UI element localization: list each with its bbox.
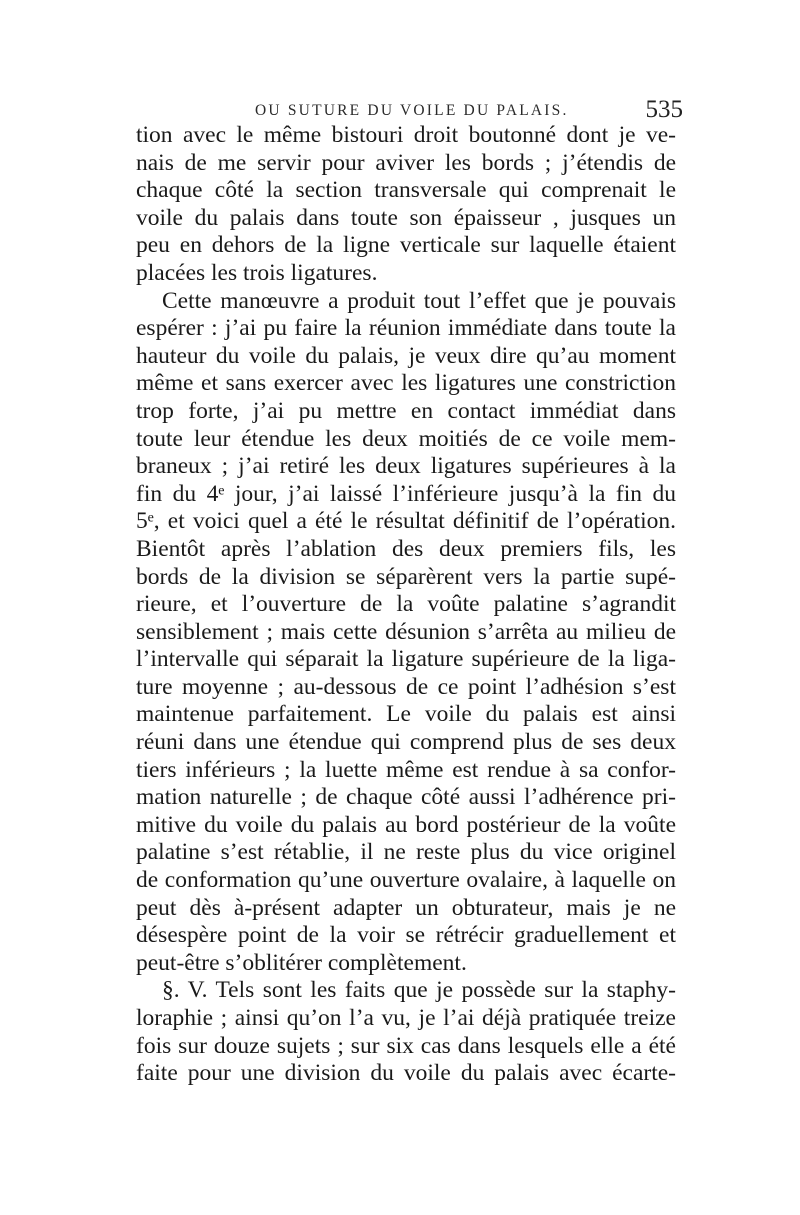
text-line: faite pour une division du voile du palais avec écarte-	[136, 1060, 676, 1087]
paragraph-end-line: placées les trois ligatures.	[136, 259, 378, 286]
body-text	[136, 122, 676, 1088]
text-line: espérer : j’ai pu faire la réunion immédiate dans toute la	[136, 315, 676, 342]
text-line: 5ᵉ, et voici quel a été le résultat définitif de l’opération.	[136, 508, 676, 535]
text-line: mitive du voile du palais au bord postérieur de la voûte	[136, 811, 676, 838]
text-line: l’intervalle qui séparait la ligature supérieure de la liga-	[136, 646, 676, 673]
text-line: loraphie ; ainsi qu’on l’a vu, je l’ai déjà pratiquée treize	[136, 1005, 676, 1031]
page-number: 535	[645, 96, 683, 123]
paragraph-start-line: Cette manœuvre a produit tout l’effet que je pouvais	[162, 287, 676, 314]
text-line: de conformation qu’une ouverture ovalaire, à laquelle on	[136, 867, 676, 894]
text-line: désespère point de la voir se rétrécir graduellement et	[136, 922, 676, 949]
text-line: voile du palais dans toute son épaisseur , jusques un	[136, 204, 676, 231]
text-line: maintenue parfaitement. Le voile du palais est ainsi	[136, 701, 676, 728]
text-line: peut dès à-présent adapter un obturateur, mais je ne	[136, 894, 676, 921]
text-line: chaque côté la section transversale qui comprenait le	[136, 177, 676, 204]
text-line: tion avec le même bistouri droit boutonné dont je ve-	[136, 122, 676, 148]
text-line: bords de la division se séparèrent vers la partie supé-	[136, 563, 676, 590]
text-line: peu en dehors de la ligne verticale sur laquelle étaient	[136, 232, 676, 259]
paragraph-start-line: §. V. Tels sont les faits que je possède sur la staphy-	[162, 977, 676, 1004]
text-line: trop forte, j’ai pu mettre en contact immédiat dans	[136, 397, 676, 424]
text-line: braneux ; j’ai retiré les deux ligatures supérieures à la	[136, 453, 676, 480]
text-line: toute leur étendue les deux moitiés de ce voile mem-	[136, 425, 676, 452]
text-line: rieure, et l’ouverture de la voûte palatine s’agrandit	[136, 591, 676, 618]
text-line: palatine s’est rétablie, il ne reste plus du vice originel	[136, 839, 676, 866]
text-line: fois sur douze sujets ; sur six cas dans lesquels elle a été	[136, 1032, 676, 1059]
text-line: ture moyenne ; au-dessous de ce point l’adhésion s’est	[136, 673, 676, 700]
text-line: mation naturelle ; de chaque côté aussi l’adhérence pri-	[136, 784, 676, 811]
text-line: tiers inférieurs ; la luette même est rendue à sa confor-	[136, 756, 676, 783]
text-line: même et sans exercer avec les ligatures une constriction	[136, 370, 676, 397]
paragraph-end-line: peut-être s’oblitérer complètement.	[136, 949, 467, 976]
running-head: OU SUTURE DU VOILE DU PALAIS.	[255, 102, 569, 119]
text-line: fin du 4ᵉ jour, j’ai laissé l’inférieure jusqu’à la fin du	[136, 480, 676, 507]
text-line: nais de me servir pour aviver les bords ; j’étendis de	[136, 149, 676, 176]
text-line: sensiblement ; mais cette désunion s’arrêta au milieu de	[136, 618, 676, 645]
text-line: réuni dans une étendue qui comprend plus de ses deux	[136, 729, 676, 756]
text-line: hauteur du voile du palais, je veux dire qu’au moment	[136, 342, 676, 369]
text-line: Bientôt après l’ablation des deux premiers fils, les	[136, 535, 676, 562]
